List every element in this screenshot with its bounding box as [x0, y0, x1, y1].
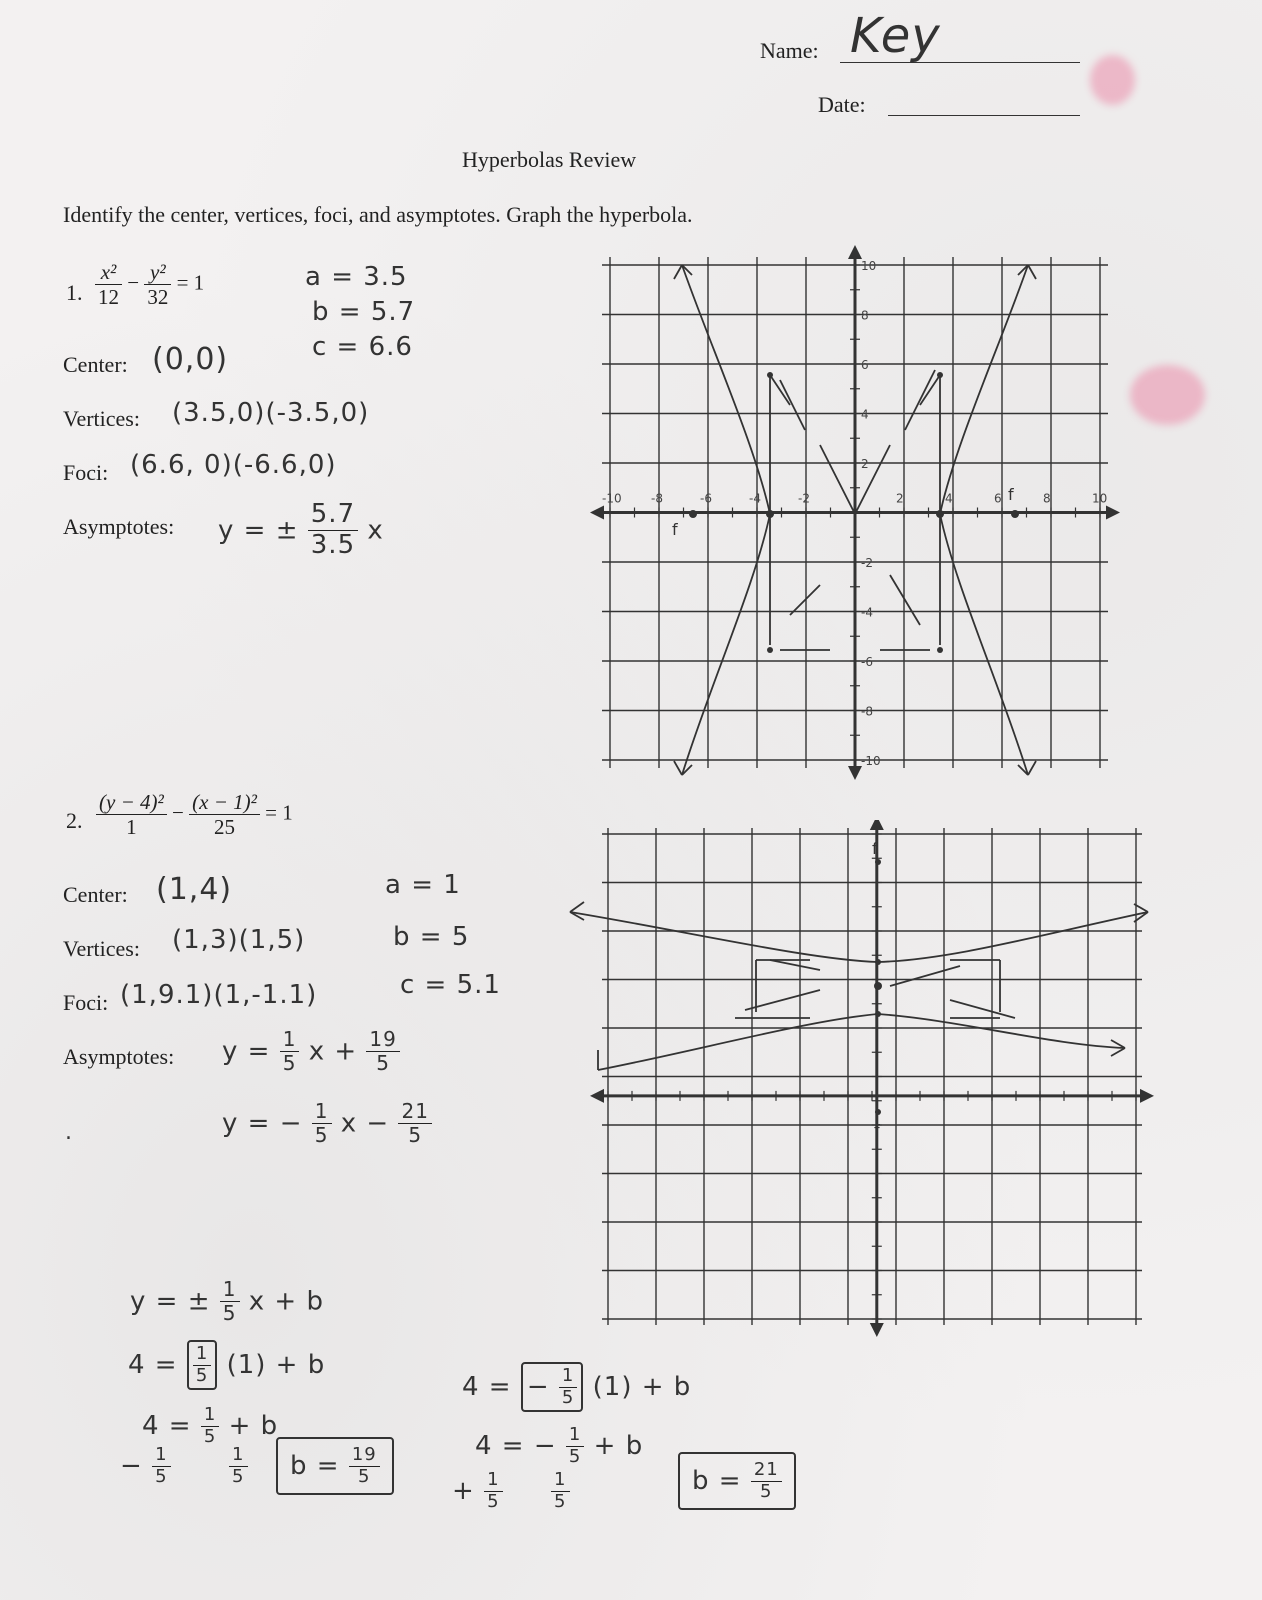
problem1-center-label: Center:: [63, 352, 128, 377]
graph1-focus-right: [1011, 510, 1019, 518]
problem2-asymptote-1: y = $\frac{1}{5}$ x + $\frac{19}{5}$: [222, 1028, 400, 1075]
work-left-line3: − $\frac{1}{5}$ $\frac{1}{5}$: [120, 1445, 248, 1487]
y-axis-arrow-up: [870, 820, 884, 830]
work-right-line3: + $\frac{1}{5}$ $\frac{1}{5}$: [452, 1470, 570, 1512]
date-field-line: [888, 115, 1080, 116]
graph2-hyperbola: [570, 902, 1148, 1070]
date-label: Date:: [818, 92, 866, 117]
pink-smudge-2: [1130, 365, 1205, 425]
problem1-note-b: b = 5.7: [312, 297, 416, 327]
graph1-x-tick-label: 8: [1043, 491, 1051, 506]
graph1-y-tick-label: -10: [861, 754, 881, 768]
problem1-equation: $\frac{\text{x²}}{12}$ − $\frac{\text{y²}}{32}$ = 1: [95, 260, 204, 309]
graph1-x-tick-label: 6: [994, 491, 1002, 506]
problem2-center-label: Center:: [63, 882, 128, 907]
problem2-vertices-value: (1,3)(1,5): [172, 925, 306, 955]
problem1-foci-value: (6.6, 0)(-6.6,0): [130, 450, 337, 480]
graph1: [590, 245, 1120, 790]
graph1-x-tick-label: -10: [602, 491, 622, 506]
graph1-focus-label-left: f: [672, 520, 678, 539]
graph1-y-tick-label: 4: [861, 407, 869, 422]
problem2-center-value: (1,4): [156, 872, 233, 907]
graph1-x-tick-label: 4: [945, 491, 953, 506]
problem2-stray-dot: .: [65, 1120, 73, 1145]
graph1-y-tick-label: -4: [861, 605, 873, 620]
problem2-number: 2.: [66, 808, 83, 833]
graph1-box-corner: [767, 647, 773, 653]
problem2-equation: $\frac{\text{(y − 4)²}}{1}$ − $\frac{\text{(x − 1)²}}{25}$ = 1: [96, 790, 293, 839]
graph1-x-tick-label: -4: [749, 491, 761, 506]
graph2-vertex-bottom: [875, 1011, 881, 1017]
graph1-box-corner: [937, 647, 943, 653]
problem2-note-b: b = 5: [393, 922, 470, 952]
x-axis-arrow-right: [1106, 506, 1120, 520]
graph2-grid: [590, 820, 1154, 1337]
problem1-vertices-label: Vertices:: [63, 406, 140, 431]
graph1-box-corner: [767, 372, 773, 378]
graph1-x-tick-label: -6: [700, 491, 712, 506]
problem2-vertices-label: Vertices:: [63, 936, 140, 961]
work-left-line2: 4 = $\frac{1}{5}$ + b: [142, 1404, 279, 1447]
x-axis-arrow-right: [1140, 1089, 1154, 1103]
problem2-foci-value: (1,9.1)(1,-1.1): [120, 980, 318, 1010]
work-left-answer: b = $\frac{19}{5}$: [276, 1437, 394, 1495]
y-axis-arrow-down: [848, 766, 862, 780]
graph2: [560, 820, 1160, 1350]
graph1-x-tick-label: 2: [896, 491, 904, 506]
problem2-asymptote-2: y = − $\frac{1}{5}$ x − $\frac{21}{5}$: [222, 1100, 432, 1147]
problem1-note-c: c = 6.6: [312, 332, 413, 362]
graph1-x-tick-label: -8: [651, 491, 663, 506]
graph1-y-tick-label: -6: [861, 655, 873, 669]
graph1-y-tick-label: 10: [861, 259, 877, 273]
problem2-asymptotes-label: Asymptotes:: [63, 1044, 175, 1069]
work-right-line1: 4 = − $\frac{1}{5}$ (1) + b: [462, 1362, 691, 1412]
y-axis-arrow-up: [848, 245, 862, 259]
graph2-focus-label-top: f: [872, 839, 878, 858]
problem2-note-a: a = 1: [385, 870, 461, 900]
graph1-box-corner: [937, 372, 943, 378]
graph1-vertex-right: [936, 510, 944, 518]
work-general-equation: y = ± $\frac{1}{5}$ x + b: [130, 1277, 324, 1325]
graph1-focus-label-right: f: [1008, 485, 1014, 504]
graph1-x-tick-label: -2: [798, 491, 810, 506]
problem1-center-value: (0,0): [152, 342, 229, 377]
problem1-note-a: a = 3.5: [305, 262, 408, 292]
name-label: Name:: [760, 38, 819, 63]
graph1-y-tick-label: -8: [861, 704, 873, 719]
graph1-y-tick-label: 6: [861, 358, 869, 372]
graph2-focus-bottom: [875, 1109, 881, 1115]
problem1-number: 1.: [66, 280, 83, 305]
graph1-x-tick-label: 10: [1092, 491, 1108, 506]
graph2-center: [874, 982, 882, 990]
name-value: Key: [850, 8, 941, 64]
pink-smudge-1: [1090, 55, 1135, 105]
graph1-y-tick-label: -2: [861, 556, 873, 570]
problem2-note-c: c = 5.1: [400, 970, 501, 1000]
problem1-vertices-value: (3.5,0)(-3.5,0): [172, 398, 370, 428]
graph1-focus-left: [689, 510, 697, 518]
y-axis-arrow-down: [870, 1323, 884, 1337]
page-title: Hyperbolas Review: [462, 147, 637, 172]
x-axis-arrow-left: [590, 506, 604, 520]
graph2-focus-top: [875, 859, 881, 865]
graph2-vertex-top: [875, 959, 881, 965]
problem1-foci-label: Foci:: [63, 460, 109, 485]
graph1-y-tick-label: 8: [861, 308, 869, 323]
instructions: Identify the center, vertices, foci, and asymptotes. Graph the hyperbola.: [63, 202, 693, 227]
problem2-foci-label: Foci:: [63, 990, 109, 1015]
work-right-line2: 4 = − $\frac{1}{5}$ + b: [475, 1424, 644, 1467]
graph1-y-tick-label: 2: [861, 457, 869, 471]
x-axis-arrow-left: [590, 1089, 604, 1103]
problem1-asymptote: y = ± $\frac{5.7}{3.5}$ x: [218, 499, 384, 560]
graph1-vertex-left: [766, 510, 774, 518]
work-right-answer: b = $\frac{21}{5}$: [678, 1452, 796, 1510]
problem1-asymptotes-label: Asymptotes:: [63, 514, 175, 539]
graph2-focus-label-bottom: f: [874, 1121, 880, 1140]
work-left-line1: 4 = $\frac{1}{5}$ (1) + b: [128, 1340, 325, 1390]
